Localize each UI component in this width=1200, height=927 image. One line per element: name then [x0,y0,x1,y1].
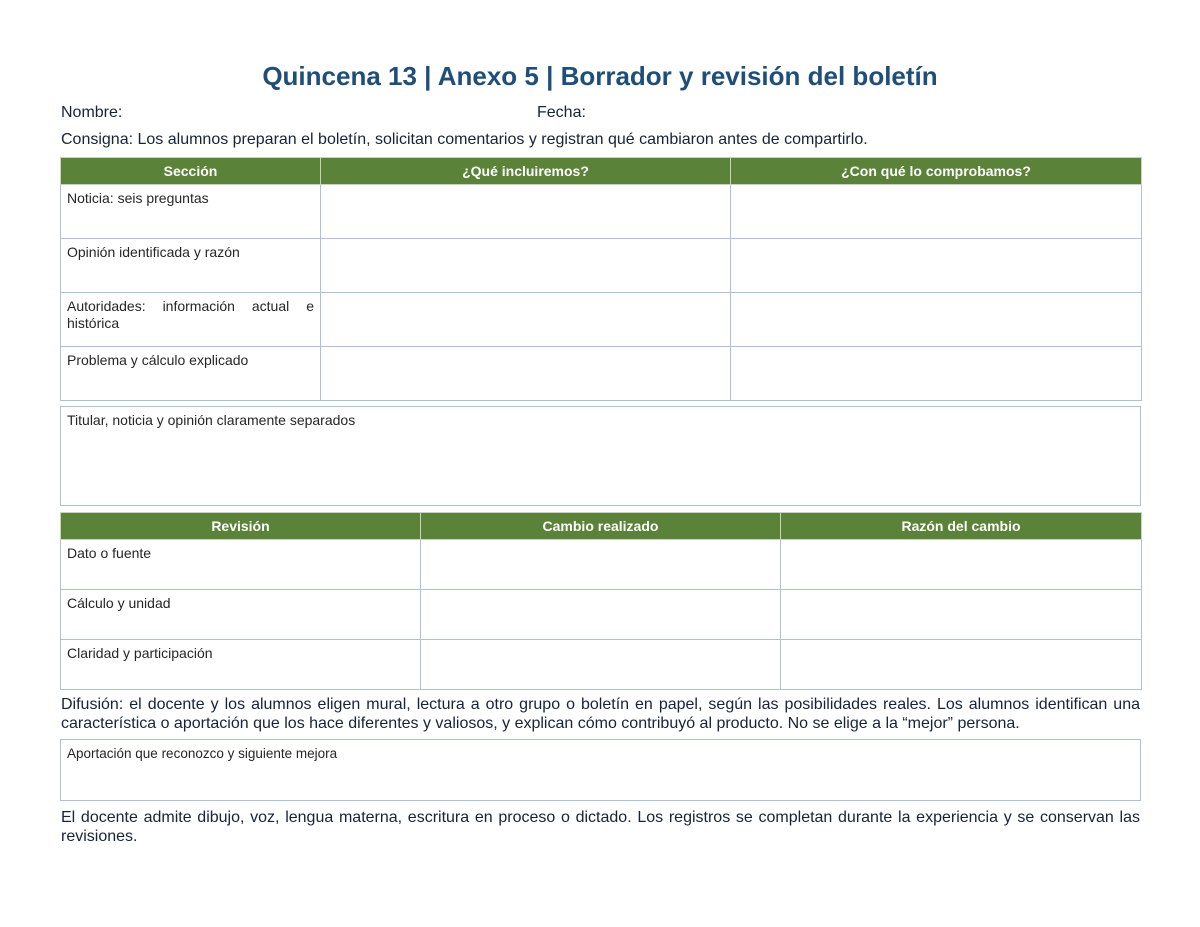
diffusion-paragraph: Difusión: el docente y los alumnos eligen mural, lectura a otro grupo o boletín en papel, según las posibilidades reales. Los alumnos identifican una característica o aportación que los hace diferentes y valiosos, y explican cómo contribuyó al producto. No se elige a la “mejor” persona. [61,696,1140,732]
closing-paragraph: El docente admite dibujo, voz, lengua materna, escritura en proceso o dictado. Los registros se completan durante la experiencia y se conservan las revisiones. [61,809,1140,845]
row-label: Autoridades: información actual e histórica [61,293,321,347]
table-row [61,640,1142,690]
planning-table [60,157,1142,401]
header-how-check: ¿Con qué lo comprobamos? [731,158,1142,185]
header-change-made: Cambio realizado [421,513,781,540]
how-check-cell[interactable] [731,293,1142,347]
change-reason-cell[interactable] [781,540,1142,590]
change-reason-cell[interactable] [781,590,1142,640]
contribution-box-label: Aportación que reconozco y siguiente mejora [67,746,338,761]
how-check-cell[interactable] [731,185,1142,239]
layout-box[interactable] [60,406,1141,506]
row-label: Problema y cálculo explicado [61,347,321,401]
name-label: Nombre: [61,104,123,121]
table-row [61,347,1142,401]
table-header-row [61,158,1142,185]
date-label: Fecha: [537,104,586,121]
what-include-cell[interactable] [321,293,731,347]
row-label: Noticia: seis preguntas [61,185,321,239]
revision-table [60,512,1142,690]
how-check-cell[interactable] [731,239,1142,293]
what-include-cell[interactable] [321,347,731,401]
what-include-cell[interactable] [321,185,731,239]
header-section: Sección [61,158,321,185]
what-include-cell[interactable] [321,239,731,293]
page-title: Quincena 13 | Anexo 5 | Borrador y revisión del boletín [262,61,938,91]
how-check-cell[interactable] [731,347,1142,401]
header-what-include: ¿Qué incluiremos? [321,158,731,185]
change-reason-cell[interactable] [781,640,1142,690]
row-label: Claridad y participación [61,640,421,690]
row-label: Dato o fuente [61,540,421,590]
row-label: Opinión identificada y razón [61,239,321,293]
layout-box-label: Titular, noticia y opinión claramente separados [67,412,356,428]
change-made-cell[interactable] [421,540,781,590]
table-row [61,590,1142,640]
contribution-box[interactable] [60,739,1141,801]
header-change-reason: Razón del cambio [781,513,1142,540]
table-row [61,293,1142,347]
table-header-row [61,513,1142,540]
row-label: Cálculo y unidad [61,590,421,640]
header-revision: Revisión [61,513,421,540]
change-made-cell[interactable] [421,640,781,690]
change-made-cell[interactable] [421,590,781,640]
table-row [61,540,1142,590]
instruction-text: Consigna: Los alumnos preparan el boletín, solicitan comentarios y registran qué cambiaron antes de compartirlo. [61,131,868,148]
table-row [61,185,1142,239]
table-row [61,239,1142,293]
